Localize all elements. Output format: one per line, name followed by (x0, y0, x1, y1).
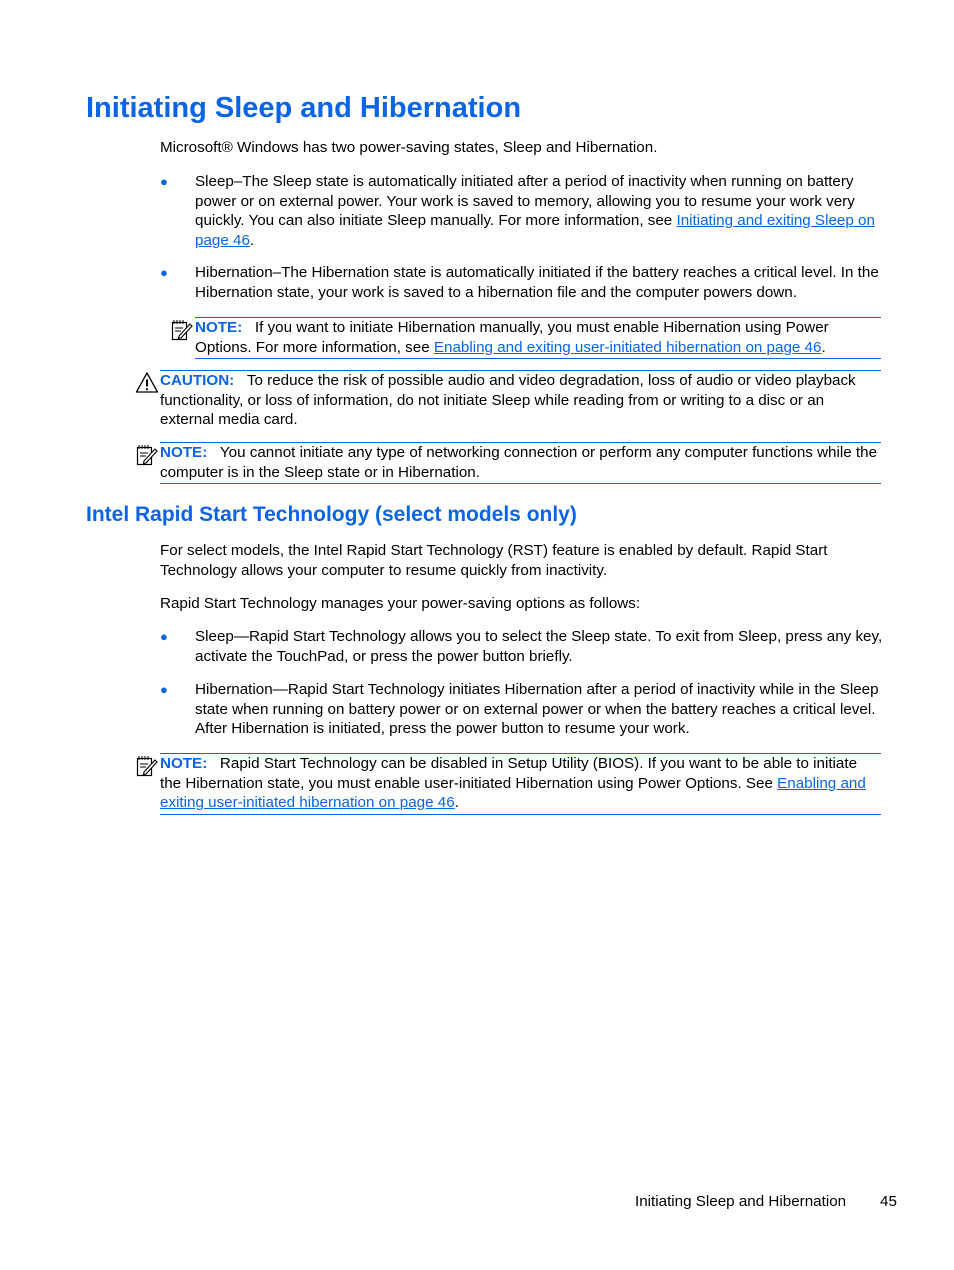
note-text: If you want to initiate Hibernation manually, you must enable Hibernation using Power Options. For more information, see (195, 319, 829, 356)
note-label: NOTE: (160, 755, 208, 772)
caution-text: To reduce the risk of possible audio and video degradation, loss of audio or video playback functionality, or loss of information, do not initiate Sleep while reading from or writing to a disc or an external media card. (160, 372, 856, 428)
note-pad-icon (135, 443, 159, 467)
sleep-bullet-text: Sleep–The Sleep state is automatically initiated after a period of inactivity when running on battery power or on external power. Your work is saved to memory, allowing you to resume your work very quickly. You can also initiate Sleep manually. For more information, see (195, 173, 855, 229)
bullet-icon: ● (160, 265, 168, 280)
note-period: . (821, 338, 826, 356)
bullet-icon: ● (160, 629, 168, 644)
initiating-exiting-sleep-link[interactable]: Initiating and exiting Sleep on page 46 (195, 212, 875, 249)
sleep-bullet-period: . (249, 231, 255, 249)
subsection-title: Intel Rapid Start Technology (select models only) (86, 503, 577, 526)
rst-paragraph-2: Rapid Start Technology manages your power-saving options as follows: (160, 595, 641, 612)
note-hibernation-manual (195, 317, 881, 359)
hibernation-bullet: Hibernation–The Hibernation state is automatically initiated if the battery reaches a critical level. In the Hibernation state, your work is saved to a hibernation file and the computer powers down. (195, 264, 879, 301)
note-text: You cannot initiate any type of networking connection or perform any computer functions while the computer is in the Sleep state or in Hibernation. (160, 444, 878, 481)
note-pad-icon (170, 318, 194, 342)
rst-hibernation-bullet: Hibernation—Rapid Start Technology initiates Hibernation after a period of inactivity while in the Sleep state when running on battery power or on external power or when the battery reaches a critical level. After Hibernation is initiated, press the power button to resume your work. (195, 681, 879, 737)
note-pad-icon (135, 754, 159, 778)
note-period: . (454, 794, 459, 811)
caution-block (160, 370, 881, 430)
caution-label: CAUTION: (160, 372, 235, 389)
sleep-bullet (195, 172, 885, 250)
note-rst-bios (160, 753, 881, 815)
note-rst-bios-body (160, 754, 881, 813)
note-networking-body (160, 443, 881, 482)
enabling-hibernation-link[interactable]: Enabling and exiting user-initiated hibernation on page 46 (433, 338, 822, 356)
page-title: Initiating Sleep and Hibernation (86, 92, 522, 124)
bullet-icon: ● (160, 174, 168, 189)
intro-paragraph: Microsoft® Windows has two power-saving states, Sleep and Hibernation. (160, 139, 658, 156)
footer-running-title: Initiating Sleep and Hibernation (635, 1193, 847, 1210)
rst-sleep-bullet: Sleep—Rapid Start Technology allows you to select the Sleep state. To exit from Sleep, press any key, activate the TouchPad, or press the power button briefly. (195, 628, 883, 665)
enabling-hibernation-link[interactable]: Enabling and exiting user-initiated hibernation on page 46 (160, 774, 866, 811)
note-label: NOTE: (160, 444, 208, 461)
bullet-icon: ● (160, 682, 168, 697)
note-label: NOTE: (195, 319, 243, 336)
note-hibernation-manual-body (195, 318, 881, 357)
note-text: Rapid Start Technology can be disabled in Setup Utility (BIOS). If you want to be able to initiate the Hibernation state, you must enable user-initiated Hibernation using Power Options. See (160, 755, 858, 792)
note-networking (160, 442, 881, 484)
caution-body (160, 371, 881, 430)
caution-triangle-icon (135, 371, 159, 395)
rst-paragraph-1: For select models, the Intel Rapid Start Technology (RST) feature is enabled by default. Rapid Start Technology allows your computer to resume quickly from inactivity. (160, 542, 828, 579)
page-number: 45 (880, 1193, 897, 1210)
